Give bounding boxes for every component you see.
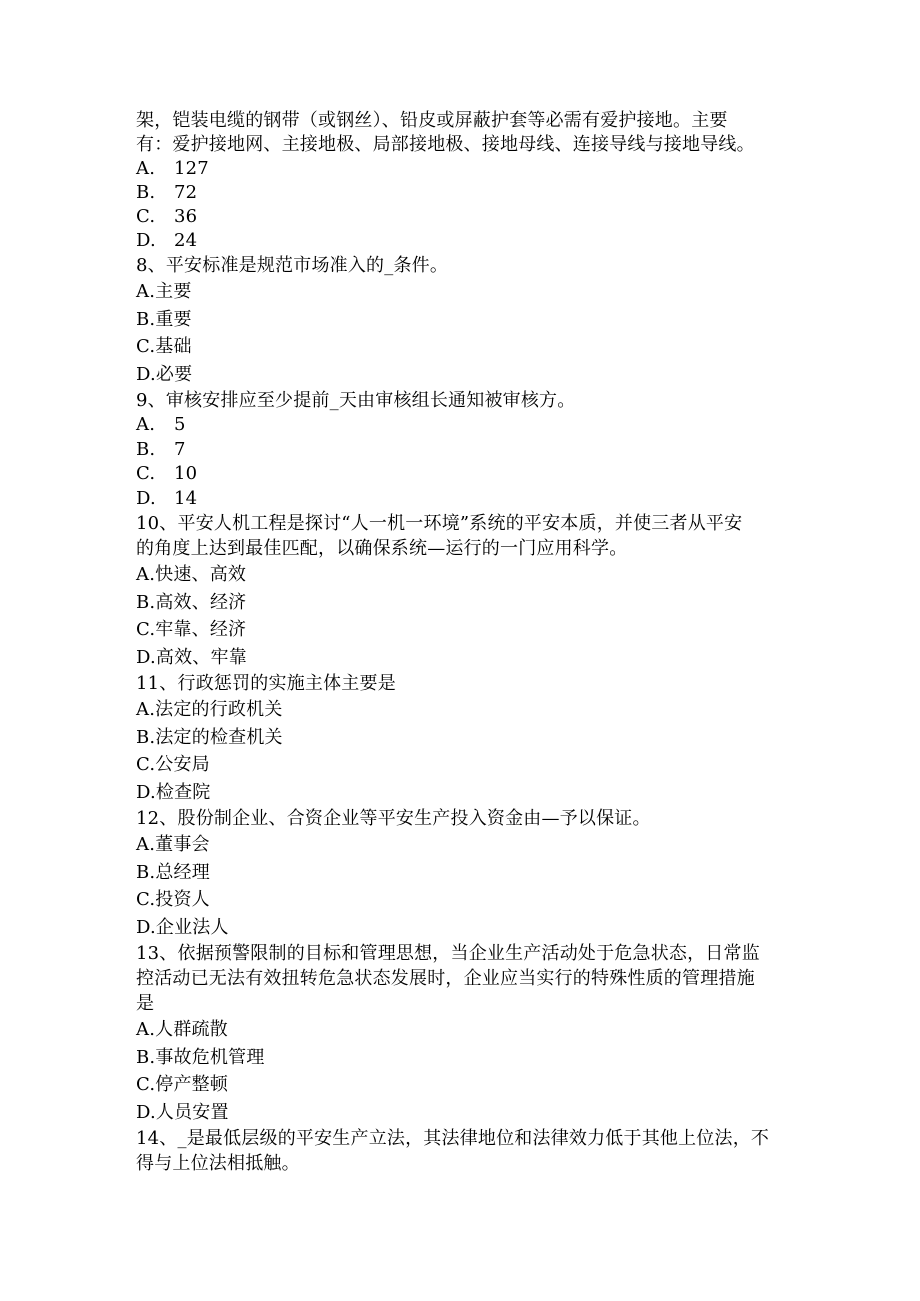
question-stem: 控活动已无法有效扭转危急状态发展时，企业应当实行的特殊性质的管理措施 — [136, 968, 755, 989]
option-c: C.牢靠、经济 — [136, 619, 247, 640]
question-9 — [136, 388, 786, 511]
option-c: C.基础 — [136, 336, 192, 357]
intro-options — [136, 157, 786, 253]
option-d: D.检查院 — [136, 781, 211, 803]
option-a: A.快速、高效 — [136, 564, 247, 585]
question-stem: 12、股份制企业、合资企业等平安生产投入资金由—予以保证。 — [136, 808, 651, 829]
option-b: B. 72 — [136, 182, 198, 203]
question-stem: 10、平安人机工程是探讨“人一机一环境”系统的平安本质，并使三者从平安 — [136, 513, 743, 534]
option-b: B. 7 — [136, 438, 186, 460]
option-a: A.人群疏散 — [136, 1019, 228, 1040]
question-8 — [136, 253, 786, 388]
question-stem: 得与上位法相抵触。 — [136, 1153, 300, 1174]
option-d: D. 14 — [136, 487, 198, 509]
option-b: B.事故危机管理 — [136, 1046, 265, 1068]
option-d: D.高效、牢靠 — [136, 646, 247, 668]
document-page — [136, 109, 786, 1176]
option-c: C. 10 — [136, 463, 198, 484]
question-11 — [136, 671, 786, 806]
option-b: B.法定的检查机关 — [136, 726, 283, 748]
option-a: A.法定的行政机关 — [136, 699, 283, 720]
question-stem: 9、审核安排应至少提前_天由审核组长通知被审核方。 — [136, 390, 576, 411]
option-c: C.投资人 — [136, 889, 210, 910]
option-b: B.重要 — [136, 308, 192, 330]
question-14 — [136, 1126, 786, 1176]
option-d: D. 24 — [136, 230, 198, 251]
question-10 — [136, 511, 786, 671]
question-stem: 13、依据预警限制的目标和管理思想，当企业生产活动处于危急状态，日常监 — [136, 943, 760, 964]
option-d: D.必要 — [136, 363, 193, 385]
option-d: D.企业法人 — [136, 916, 229, 938]
option-a: A.主要 — [136, 281, 192, 302]
question-stem: 8、平安标准是规范市场准入的_条件。 — [136, 255, 449, 276]
option-c: C.公安局 — [136, 754, 210, 775]
question-stem: 是 — [136, 993, 155, 1014]
intro-paragraph — [136, 109, 786, 157]
question-stem: 11、行政惩罚的实施主体主要是 — [136, 673, 396, 694]
option-a: A. 127 — [136, 158, 209, 179]
option-c: C.停产整顿 — [136, 1074, 229, 1095]
option-d: D.人员安置 — [136, 1101, 229, 1123]
option-a: A. 5 — [136, 414, 186, 435]
question-stem: 14、_是最低层级的平安生产立法，其法律地位和法律效力低于其他上位法，不 — [136, 1128, 770, 1149]
option-c: C. 36 — [136, 206, 198, 227]
intro-line: 有：爱护接地网、主接地极、局部接地极、接地母线、连接导线与接地导线。 — [136, 134, 755, 155]
question-12 — [136, 806, 786, 941]
option-b: B.高效、经济 — [136, 591, 247, 613]
question-13 — [136, 941, 786, 1126]
intro-line: 架，铠装电缆的钢带（或钢丝）、铅皮或屏蔽护套等必需有爱护接地。主要 — [136, 110, 728, 131]
option-a: A.董事会 — [136, 834, 210, 855]
question-stem: 的角度上达到最佳匹配，以确保系统—运行的一门应用科学。 — [136, 538, 628, 559]
option-b: B.总经理 — [136, 861, 210, 883]
